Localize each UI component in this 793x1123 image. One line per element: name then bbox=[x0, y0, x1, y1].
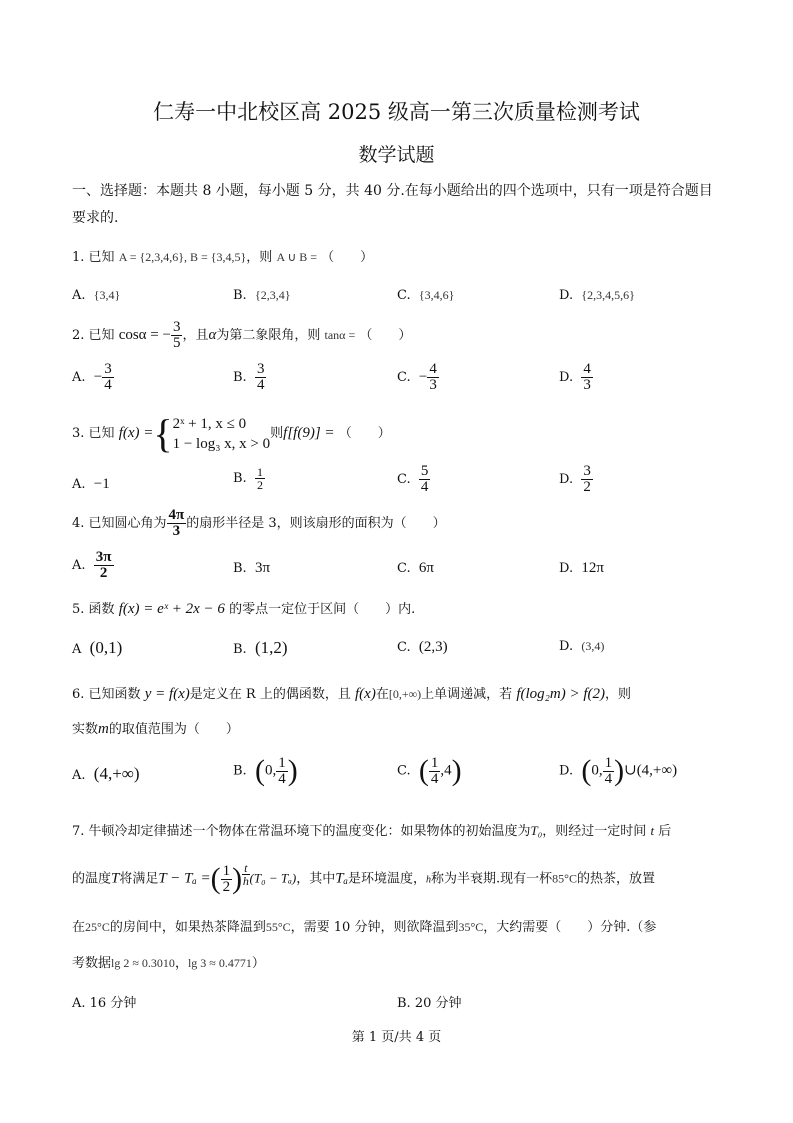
q2-option-b-num: 3 bbox=[256, 361, 265, 377]
q7-formula-left: T − Tₐ = bbox=[158, 870, 211, 887]
q6-option-d-left: 0, bbox=[591, 762, 603, 779]
q2-option-d[interactable] bbox=[559, 362, 593, 393]
q1-option-c-letter: C. bbox=[397, 288, 411, 303]
q2-option-d-letter: D. bbox=[559, 370, 574, 385]
q7-half-fraction bbox=[221, 864, 233, 895]
q6-option-d-num: 1 bbox=[604, 754, 613, 771]
q7-line3d: ，大约需要（ ）分钟.（参 bbox=[483, 920, 657, 935]
q5-expr: f(x) = eˣ + 2x − 6 bbox=[118, 601, 225, 617]
q3-option-d[interactable] bbox=[559, 464, 593, 495]
q7-line4a: 考数据 bbox=[72, 956, 112, 971]
q2-option-a-fraction bbox=[102, 362, 114, 393]
q7-temp-85: 85°C bbox=[552, 871, 577, 886]
q2-option-a-den: 4 bbox=[104, 377, 112, 393]
q2-denominator: 5 bbox=[172, 335, 181, 351]
q7-temp-55: 55°C bbox=[265, 920, 291, 934]
q2-option-a-letter: A. bbox=[72, 370, 86, 385]
q1-option-d[interactable] bbox=[559, 288, 635, 303]
exam-subtitle: 数学试题 bbox=[358, 144, 435, 166]
q1-lead: 1. 已知 bbox=[72, 250, 115, 265]
q4-angle-num: 4π bbox=[168, 507, 185, 523]
q5-option-c-letter: C. bbox=[397, 640, 411, 655]
q5-option-a-value: (0,1) bbox=[89, 638, 123, 657]
q3-fx: f(x) = bbox=[118, 425, 154, 441]
q7-exponent-num: t bbox=[244, 861, 248, 875]
q1-option-d-value: {2,3,4,5,6} bbox=[581, 288, 635, 302]
q3-option-d-letter: D. bbox=[559, 472, 574, 487]
q6-expr2: f(x) bbox=[355, 686, 376, 702]
q6-option-b-letter: B. bbox=[233, 763, 247, 779]
q6-option-b-rparen: ) bbox=[287, 754, 298, 787]
q3-option-c-letter: C. bbox=[397, 472, 411, 487]
q6-line2: 实数 bbox=[72, 722, 99, 737]
q2-option-d-den: 3 bbox=[583, 377, 591, 393]
question-7-line4 bbox=[72, 952, 265, 971]
q6-mid4: ，则 bbox=[604, 687, 631, 702]
q6-option-c-rparen: ) bbox=[451, 754, 462, 787]
q6-m: m bbox=[98, 721, 109, 737]
q5-option-b-value: (1,2) bbox=[254, 638, 288, 657]
question-2 bbox=[72, 320, 411, 351]
q4-option-a-den: 2 bbox=[99, 565, 108, 581]
q4-option-d-value: 12π bbox=[581, 560, 604, 576]
q6-option-d-right: (4,+∞) bbox=[636, 762, 678, 779]
q7-temp-35: 35°C bbox=[458, 920, 484, 934]
q3-mid: 则 bbox=[270, 426, 284, 441]
q2-mid1: ，且 bbox=[182, 328, 209, 343]
q7-exponent-fraction bbox=[242, 862, 249, 887]
question-7-line1 bbox=[72, 820, 671, 839]
q4-option-c-value: 6π bbox=[418, 560, 434, 576]
q3-option-d-den: 2 bbox=[583, 479, 591, 495]
q1-option-a-letter: A. bbox=[72, 288, 86, 303]
q5-option-a[interactable] bbox=[72, 638, 122, 658]
q7-lg3: lg 3 ≈ 0.4771 bbox=[187, 956, 252, 970]
q7-sep: ， bbox=[174, 956, 188, 971]
q3-case1: 2ˣ + 1, x ≤ 0 bbox=[172, 415, 247, 432]
q2-option-c-num: 4 bbox=[429, 361, 437, 377]
q6-option-c-num: 1 bbox=[430, 754, 439, 771]
q1-mid: ，则 bbox=[246, 250, 273, 265]
q1-option-b-letter: B. bbox=[233, 288, 247, 303]
q3-option-a[interactable] bbox=[72, 476, 110, 493]
q6-mid1: 是定义在 R 上的偶函数，且 bbox=[189, 687, 351, 702]
q2-numerator: 3 bbox=[172, 319, 181, 335]
q6-option-a-letter: A. bbox=[72, 768, 86, 783]
q7-lg2: lg 2 ≈ 0.3010 bbox=[111, 956, 175, 970]
q2-option-b-letter: B. bbox=[233, 370, 247, 385]
q2-option-b-fraction bbox=[255, 362, 267, 393]
q4-option-a-num: 3π bbox=[95, 549, 112, 565]
q6-option-d-letter: D. bbox=[559, 763, 574, 779]
q3-brace: { bbox=[153, 411, 173, 456]
q4-angle-fraction bbox=[167, 508, 187, 539]
q7-line2e: 称为半衰期.现有一杯 bbox=[431, 871, 553, 887]
q6-option-b-lparen: ( bbox=[254, 754, 265, 787]
q2-option-d-fraction bbox=[581, 362, 593, 393]
q4-option-a[interactable] bbox=[72, 550, 114, 581]
q7-ta: Tₐ bbox=[335, 870, 348, 887]
q6-option-d-den: 4 bbox=[604, 770, 613, 787]
q2-option-c-sign: − bbox=[418, 369, 428, 385]
exam-title: 仁寿一中北校区高 2025 级高一第三次质量检测考试 bbox=[153, 100, 640, 124]
q4-lead: 4. 已知圆心角为 bbox=[72, 516, 167, 531]
q3-option-b-letter: B. bbox=[233, 471, 247, 486]
q7-line1a: 7. 牛顿冷却定律描述一个物体在常温环境下的温度变化：如果物体的初始温度为 bbox=[72, 824, 531, 839]
question-1 bbox=[72, 246, 373, 265]
question-6-line2 bbox=[72, 718, 239, 738]
q7-half-lparen: ( bbox=[210, 862, 221, 895]
q3-option-b-num: 1 bbox=[256, 465, 263, 479]
q2-option-b-den: 4 bbox=[256, 377, 265, 393]
question-4 bbox=[72, 508, 446, 539]
q7-half-den: 2 bbox=[222, 878, 231, 895]
q7-line3c: ，需要 10 分钟，则欲降温到 bbox=[290, 920, 459, 935]
q3-tail: （ ） bbox=[338, 426, 391, 441]
q6-interval: [0,+∞) bbox=[388, 687, 422, 701]
q1-option-b-value: {2,3,4} bbox=[254, 288, 291, 302]
q6-option-b[interactable] bbox=[233, 754, 298, 788]
q4-option-d[interactable] bbox=[559, 560, 604, 577]
q3-option-b[interactable] bbox=[233, 466, 265, 491]
q7-t: t bbox=[650, 823, 655, 838]
q2-mid2: 为第二象限角，则 bbox=[216, 328, 321, 343]
q1-option-c[interactable] bbox=[397, 288, 454, 303]
q3-option-c[interactable] bbox=[397, 464, 430, 495]
q6-option-c-den: 4 bbox=[430, 770, 439, 787]
q6-option-d-rparen: ) bbox=[614, 754, 625, 787]
q4-option-b[interactable] bbox=[233, 560, 270, 577]
q6-line2b: 的取值范围为（ ） bbox=[108, 722, 239, 737]
q5-option-b[interactable] bbox=[233, 638, 288, 658]
q2-tail: （ ） bbox=[359, 328, 412, 343]
question-3 bbox=[72, 410, 391, 457]
q1-tail: （ ） bbox=[321, 250, 374, 265]
q3-piecewise bbox=[173, 414, 271, 454]
q2-option-c-letter: C. bbox=[397, 370, 411, 385]
q4-option-b-letter: B. bbox=[233, 561, 247, 576]
q5-text: 的零点一定位于区间（ ）内. bbox=[229, 602, 416, 617]
q7-T: T bbox=[111, 870, 120, 887]
q4-option-b-value: 3π bbox=[254, 560, 271, 576]
q2-option-a[interactable] bbox=[72, 362, 114, 393]
q4-option-c-letter: C. bbox=[397, 561, 411, 576]
q2-option-c-fraction bbox=[427, 362, 439, 393]
q4-option-c[interactable] bbox=[397, 560, 434, 577]
q6-expr3: f(log₂m) > f(2) bbox=[516, 686, 605, 702]
q5-option-a-letter: A bbox=[72, 642, 82, 657]
q2-option-a-num: 3 bbox=[104, 361, 112, 377]
q6-expr1: y = f(x) bbox=[144, 686, 190, 702]
q7-option-a[interactable]: A. 16 分钟 bbox=[72, 996, 137, 1011]
q7-line2b: 将满足 bbox=[119, 871, 159, 887]
q4-text: 的扇形半径是 3，则该扇形的面积为（ ） bbox=[186, 516, 446, 531]
q5-option-d-value: (3,4) bbox=[581, 639, 605, 653]
q2-option-c-den: 3 bbox=[429, 377, 437, 393]
q7-line1b: ，则经过一定时间 bbox=[542, 824, 647, 839]
q3-option-a-letter: A. bbox=[72, 477, 86, 492]
q5-lead: 5. 函数 bbox=[72, 602, 115, 617]
q6-mid2: 在 bbox=[375, 687, 389, 702]
q2-option-a-sign: − bbox=[93, 369, 103, 385]
q4-option-d-letter: D. bbox=[559, 561, 574, 576]
q3-lead: 3. 已知 bbox=[72, 426, 115, 441]
page-footer: 第 1 页/共 4 页 bbox=[351, 1030, 442, 1045]
q6-option-c-lparen: ( bbox=[418, 754, 429, 787]
q2-option-d-num: 4 bbox=[583, 361, 591, 377]
q5-option-d[interactable] bbox=[559, 639, 604, 654]
q3-option-c-den: 4 bbox=[420, 479, 429, 495]
q6-lead: 6. 已知函数 bbox=[72, 687, 141, 702]
q3-ask: f[f(9)] = bbox=[283, 425, 335, 441]
q5-option-d-letter: D. bbox=[559, 639, 574, 654]
q3-case2: 1 − log₃ x, x > 0 bbox=[172, 435, 271, 452]
q6-option-d-lparen: ( bbox=[581, 754, 592, 787]
q6-option-d-fraction bbox=[603, 756, 615, 787]
q1-option-a-value: {3,4} bbox=[93, 288, 121, 302]
question-5 bbox=[72, 598, 415, 618]
q3-option-b-fraction bbox=[255, 466, 265, 491]
q5-option-b-letter: B. bbox=[233, 642, 247, 657]
q6-option-c-fraction bbox=[429, 756, 441, 787]
q7-half-num: 1 bbox=[222, 862, 231, 879]
q5-option-c-value: (2,3) bbox=[418, 639, 448, 655]
q1-given: A = {2,3,4,6}, B = {3,4,5} bbox=[118, 250, 247, 264]
q6-option-c[interactable] bbox=[397, 754, 462, 788]
q1-option-b[interactable] bbox=[233, 288, 290, 303]
q2-cos: cosα = − bbox=[118, 327, 171, 343]
q2-alpha: α bbox=[208, 327, 217, 343]
q3-option-c-num: 5 bbox=[420, 463, 429, 479]
q3-option-d-fraction bbox=[581, 464, 593, 495]
q3-option-a-value: −1 bbox=[93, 476, 110, 492]
q5-option-c[interactable] bbox=[397, 639, 448, 656]
q6-option-d-union: ∪ bbox=[624, 762, 637, 779]
q4-angle-den: 3 bbox=[172, 523, 181, 539]
q6-option-a-value: (4,+∞) bbox=[93, 764, 140, 783]
q7-half-rparen: ) bbox=[232, 862, 243, 895]
question-6-line1 bbox=[72, 683, 631, 703]
q7-exponent-den: h bbox=[242, 874, 249, 888]
q3-option-c-fraction bbox=[419, 464, 431, 495]
section-intro: 一、选择题：本题共 8 小题，每小题 5 分，共 40 分.在每小题给出的四个选项中，只有一项是符合题目要求的. bbox=[72, 183, 713, 226]
q3-option-b-den: 2 bbox=[256, 478, 263, 492]
q1-option-d-letter: D. bbox=[559, 288, 574, 303]
question-7-line3 bbox=[72, 916, 656, 935]
q6-mid3: 上单调递减，若 bbox=[421, 687, 513, 702]
q1-option-c-value: {3,4,6} bbox=[418, 288, 455, 302]
q7-h: h bbox=[426, 874, 431, 886]
q6-option-b-num: 1 bbox=[278, 754, 286, 771]
q7-line2d: 是环境温度， bbox=[347, 871, 426, 887]
q2-fraction bbox=[171, 320, 183, 351]
q6-option-b-den: 4 bbox=[278, 770, 286, 787]
q2-lead: 2. 已知 bbox=[72, 328, 115, 343]
q7-option-b[interactable]: B. 20 分钟 bbox=[397, 996, 462, 1011]
q7-line4b: ） bbox=[251, 956, 265, 971]
q2-option-b[interactable] bbox=[233, 362, 266, 393]
q7-line3a: 在 bbox=[72, 920, 86, 935]
q7-formula-right: (T₀ − Tₐ) bbox=[249, 870, 297, 886]
q3-option-d-num: 3 bbox=[583, 463, 591, 479]
q7-line2f: 的热茶，放置 bbox=[576, 871, 655, 887]
q4-option-a-letter: A. bbox=[72, 558, 86, 573]
q6-option-b-fraction bbox=[276, 756, 288, 787]
q6-option-a[interactable] bbox=[72, 764, 140, 784]
q7-line1c: 后 bbox=[658, 824, 672, 839]
q4-option-a-fraction bbox=[94, 550, 114, 581]
q7-line2a: 的温度 bbox=[72, 871, 112, 887]
q7-temp-25: 25°C bbox=[85, 920, 110, 934]
q2-tan: tanα = bbox=[324, 328, 356, 342]
q2-option-c[interactable] bbox=[397, 362, 439, 393]
q6-option-d[interactable] bbox=[559, 754, 677, 788]
question-7-line2 bbox=[72, 862, 655, 896]
q6-option-c-letter: C. bbox=[397, 763, 411, 779]
q6-option-b-left: 0, bbox=[264, 762, 277, 779]
q1-option-a[interactable] bbox=[72, 288, 120, 303]
q6-option-c-right: ,4 bbox=[440, 762, 452, 779]
q1-ask: A ∪ B = bbox=[276, 250, 317, 264]
q7-line3b: 的房间中，如果热茶降温到 bbox=[109, 920, 266, 935]
q7-line2c: ，其中 bbox=[296, 871, 336, 887]
q7-t0: T₀ bbox=[530, 823, 543, 838]
